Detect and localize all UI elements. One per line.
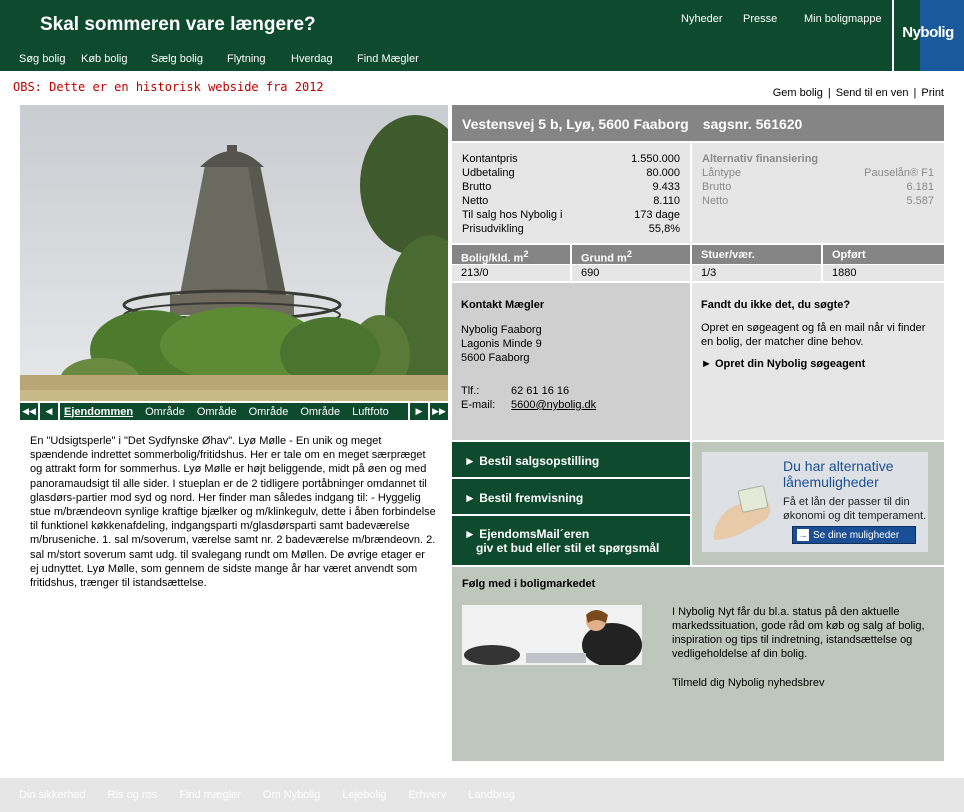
price-value: 80.000 [646, 167, 680, 179]
facts-value-bolig: 213/0 [452, 265, 570, 281]
newsletter-signup-link[interactable]: Tilmeld dig Nybolig nyhedsbrev [672, 677, 825, 689]
newsletter-body: I Nybolig Nyt får du bl.a. status på den aktuelle markedssituation, gode råd om køb og salg af bolig, inspiration og tips til indretning, istandsættelse og vedligeholdelse af din bolig. [672, 606, 925, 660]
loan-ad-box [692, 442, 944, 565]
property-description: En "Udsigtsperle" i "Det Sydfynske Øhav". Lyø Mølle - En unik og meget spændende indrettet sommerbolig/fritidshus. Her er tale om en meget særpræget og attrakt form for sommerhus. Lyø Mølle er højt beliggende, midt på øen og med panoramaudsigt til alle sider. I stueplan er de 2 tidligere portåbninger omdannet til glasdørs-partier mod syd og nord. Her finder man således indgang til: - Hyggelig stue m/brændeovn synlige kraftige bjælker og m/klinkegulv, dette i åben forbindelse til funktionel køkkenafdeling, indgangsparti m/glasdørsparti samt badeværelse m/bruseniche. 1. sal m/soverum, værelse samt nr. 2 badeværelse m/brændeovn. 2. sal m/stort soverum samt udg. til svalegang rundt om Møllen. De øvrige etager er ej udnyttet. Lyø Mølle, som gennem de sidste mange år har været anvendt som fritidshus, trænger til istandsættelse. [30, 435, 436, 590]
ejendomsmail-button[interactable] [452, 516, 690, 565]
price-value: 9.433 [652, 181, 680, 193]
site-header [0, 0, 964, 71]
alt-label: Netto [702, 195, 729, 207]
gallery-tab-omraade[interactable]: Område [145, 405, 185, 418]
order-sales-listing-button[interactable]: ► Bestil salgsopstilling [452, 442, 690, 477]
save-property-link[interactable]: Gem bolig [772, 87, 823, 99]
property-photo[interactable] [20, 105, 448, 401]
price-label: Til salg hos Nybolig i [462, 209, 563, 221]
alt-label: Brutto [702, 181, 732, 193]
contact-phone: Tlf.: 62 61 16 16 [461, 385, 570, 397]
gallery-tab-ejendommen[interactable]: Ejendommen [64, 405, 134, 418]
gallery-tab-omraade[interactable]: Område [300, 405, 341, 418]
newsletter-title: Følg med i boligmarkedet [462, 578, 596, 590]
contact-title: Kontakt Mægler [461, 299, 545, 311]
gallery-nav [20, 403, 448, 420]
alt-value: 5.587 [906, 195, 934, 207]
facts-header-opfoert: Opført [823, 245, 944, 264]
nybolig-logo[interactable] [892, 0, 964, 71]
alt-value: Pauselån® F1 [864, 167, 934, 179]
see-options-button[interactable]: → Se dine muligheder [792, 526, 916, 544]
order-viewing-button[interactable]: ► Bestil fremvisning [452, 479, 690, 514]
newsletter-photo [462, 605, 642, 665]
gallery-tab-luftfoto[interactable]: Luftfoto [352, 405, 389, 418]
facts-header-stuer: Stuer/vær. [692, 245, 821, 264]
price-label: Udbetaling [462, 167, 515, 179]
nav-item-soeg-bolig[interactable]: Søg bolig [19, 53, 66, 65]
footer-link-feedback[interactable]: Ris og ros [107, 789, 158, 801]
nav-item-flytning[interactable]: Flytning [227, 53, 266, 65]
gallery-last-button[interactable]: ▶▶ [428, 403, 448, 420]
contact-email: E-mail: 5600@nybolig.dk [461, 399, 597, 411]
topnav-item[interactable]: Presse [743, 13, 778, 25]
footer-link-about[interactable]: Om Nybolig [262, 789, 321, 801]
arrow-icon: → [798, 530, 808, 540]
footer-link-rental[interactable]: Lejebolig [342, 789, 387, 801]
logo-text: Nybolig [902, 24, 954, 41]
price-label: Prisudvikling [462, 223, 524, 235]
facts-header-grund: Grund $m^2$ [572, 245, 690, 264]
address-bar [452, 105, 944, 141]
alt-row [702, 181, 934, 195]
alt-financing-box [692, 143, 944, 243]
price-row [462, 195, 680, 209]
gallery-next-button[interactable]: ▶ [408, 403, 428, 420]
nav-item-koeb-bolig[interactable]: Køb bolig [81, 53, 128, 65]
alt-financing-title: Alternativ finansiering [702, 153, 819, 165]
gallery-tabs [60, 403, 408, 420]
facts-value-stuer: 1/3 [692, 265, 821, 281]
alt-value: 6.181 [906, 181, 934, 193]
price-value: 1.550.000 [631, 153, 680, 165]
price-row [462, 223, 680, 237]
property-actions: Gem bolig | Send til en ven | Print [772, 87, 944, 99]
price-row [462, 209, 680, 223]
search-agent-title: Fandt du ikke det, du søgte? [701, 299, 851, 311]
newsletter-section [452, 567, 944, 761]
case-number: sagsnr. 561620 [702, 116, 803, 132]
search-agent-box [692, 283, 944, 440]
loan-ad-banner[interactable] [702, 452, 928, 552]
print-link[interactable]: Print [921, 87, 944, 99]
topnav-item[interactable]: Nyheder [681, 13, 723, 25]
price-value: 173 dage [634, 209, 680, 221]
site-footer [0, 778, 964, 812]
topnav-news [681, 13, 723, 25]
alt-label: Låntype [702, 167, 742, 179]
price-row [462, 153, 680, 167]
gallery-first-button[interactable]: ◀◀ [20, 403, 40, 420]
topnav-item[interactable]: Min boligmappe [804, 13, 882, 25]
ejendomsmail-line2: giv et bud eller stil et spørgsmål [476, 541, 660, 555]
price-label: Brutto [462, 181, 492, 193]
search-agent-body: Opret en søgeagent og få en mail når vi finder en bolig, der matcher dine behov. [701, 322, 926, 348]
nav-item-hverdag[interactable]: Hverdag [291, 53, 333, 65]
main-nav [19, 53, 419, 65]
contact-line: Lagonis Minde 9 [461, 338, 542, 350]
gallery-tab-omraade[interactable]: Område [196, 405, 237, 418]
create-search-agent-link[interactable]: ► Opret din Nybolig søgeagent [701, 358, 866, 370]
phone-number: 62 61 16 16 [511, 385, 570, 397]
contact-broker [452, 283, 690, 440]
ejendomsmail-line1: ► EjendomsMail´eren [464, 527, 590, 541]
facts-value-grund: 690 [572, 265, 690, 281]
alt-row [702, 195, 934, 209]
contact-line: Nybolig Faaborg [461, 324, 542, 336]
topnav-my-folder [804, 13, 882, 25]
hand-icon [710, 482, 776, 544]
facts-value-opfoert: 1880 [823, 265, 944, 281]
loan-subtext: Få et lån der passer til din økonomi og dit temperament. [783, 496, 927, 522]
historic-notice: OBS: Dette er en historisk webside fra 2012 [13, 80, 324, 94]
price-box [452, 143, 690, 243]
header-headline: Skal sommeren vare længere? [40, 14, 316, 35]
price-value: 55,8% [648, 223, 680, 235]
footer-link-agriculture[interactable]: Landbrug [468, 789, 515, 801]
gallery-tab-omraade[interactable]: Område [248, 405, 289, 418]
price-label: Kontantpris [462, 153, 518, 165]
contact-line: 5600 Faaborg [461, 352, 530, 364]
footer-link-business[interactable]: Erhverv [408, 789, 447, 801]
alt-row [702, 167, 934, 181]
price-row [462, 181, 680, 195]
topnav-press [743, 13, 777, 25]
loan-headline: Du har alternative lånemuligheder [783, 458, 894, 490]
footer-link-security[interactable]: Din sikkerhed [19, 789, 86, 801]
nav-item-find-maegler[interactable]: Find Mægler [357, 53, 419, 65]
facts-header-bolig: Bolig/kld. $m^2$ [452, 245, 570, 264]
email-link[interactable]: 5600@nybolig.dk [511, 399, 597, 411]
send-to-friend-link[interactable]: Send til en ven [835, 87, 909, 99]
price-label: Netto [462, 195, 489, 207]
property-address: Vestensvej 5 b, Lyø, 5600 Faaborg [462, 116, 689, 132]
gallery-prev-button[interactable]: ◀ [40, 403, 60, 420]
price-value: 8.110 [653, 195, 680, 207]
footer-link-find-broker[interactable]: Find mægler [179, 789, 241, 801]
nav-item-saelg-bolig[interactable]: Sælg bolig [151, 53, 203, 65]
price-row [462, 167, 680, 181]
